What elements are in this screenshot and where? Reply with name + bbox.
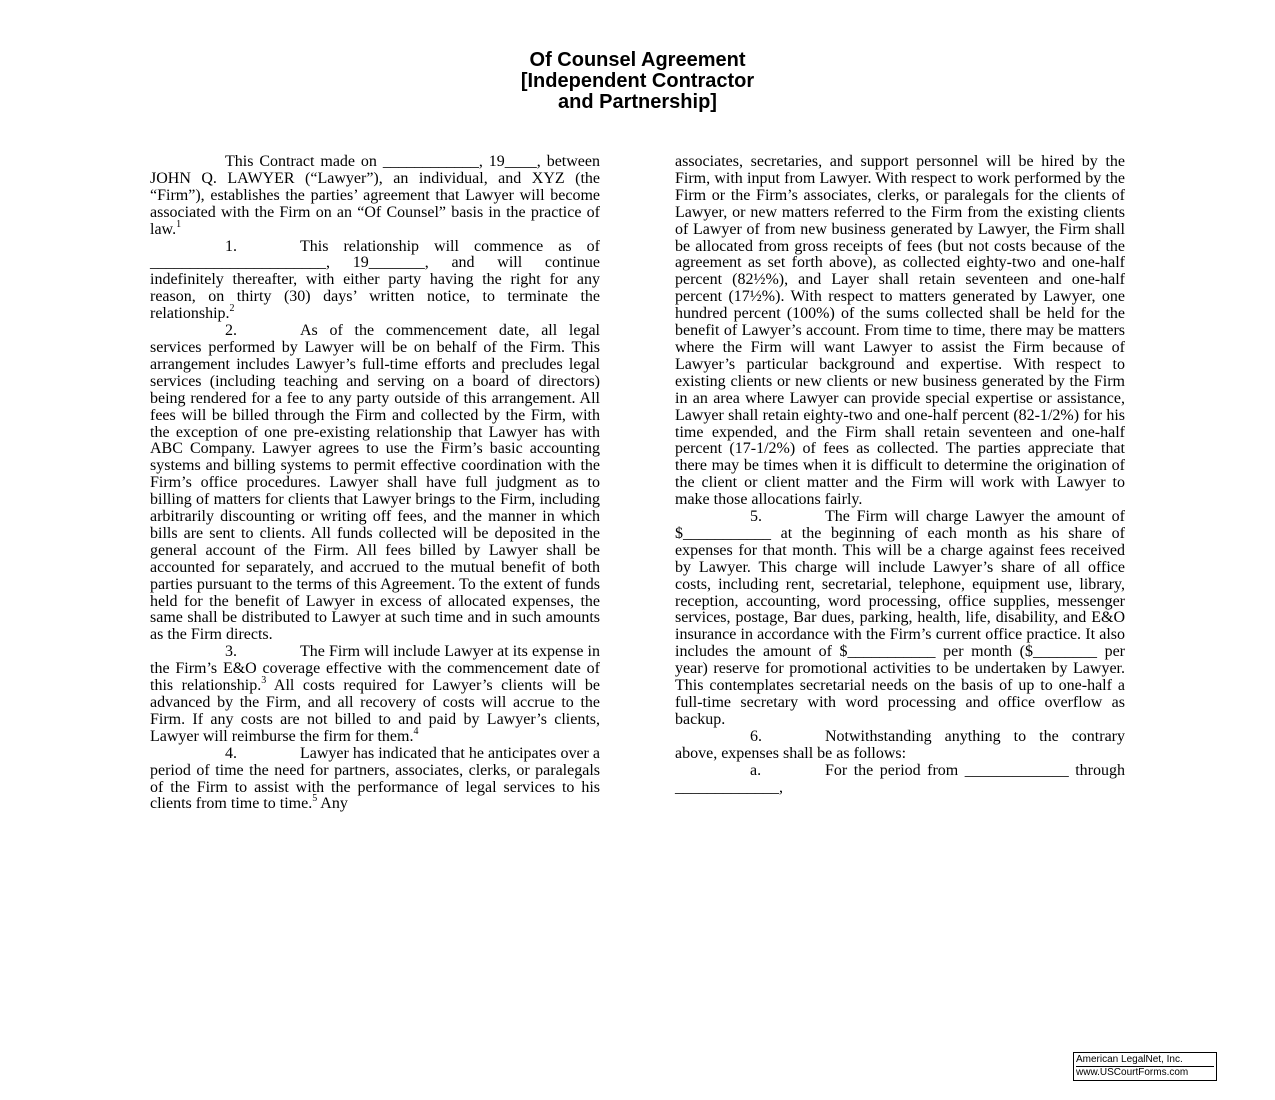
- section-3-text-a: The Firm will include Lawyer at its expense in the Firm’s E&O coverage effective with the commencement date of this relationship.: [150, 643, 600, 695]
- publisher-url[interactable]: www.USCourtForms.com: [1076, 1066, 1214, 1079]
- footnote-ref[interactable]: 4: [413, 725, 419, 737]
- footnote-ref[interactable]: 2: [229, 303, 235, 315]
- subsection-letter: a.: [750, 761, 762, 779]
- section-4: [150, 746, 600, 814]
- section-1-text: This relationship will commence as of ______________________, 19_______, and will continue indefinitely thereafter, with either party having the right for any reason, on thirty (30) days’ written notice, to terminate the relationship.: [150, 237, 600, 323]
- section-3: [150, 644, 600, 745]
- section-2-text: As of the commencement date, all legal services performed by Lawyer will be on behalf of the Firm. This arrangement includes Lawyer’s full-time efforts and precludes legal services (including teaching and serving on a board of directors) being rendered for a fee to any party outside of this arrangement. All fees will be billed through the Firm and collected by the Firm, with the exception of one pre-existing relationship that Lawyer has with ABC Company. Lawyer agrees to use the Firm’s basic accounting systems and billing systems to permit effective coordination with the Firm’s office procedures. Lawyer shall have full judgment as to billing of matters for clients that Lawyer brings to the Firm, including arbitrarily discounting or writing off fees, and the manner in which bills are sent to clients. All funds collected will be deposited in the general account of the Firm. All fees billed by Lawyer shall be accounted for separately, and accrued to the mutual benefit of both parties pursuant to the terms of this Agreement. To the extent of funds held for the benefit of Lawyer in excess of allocated expenses, the same shall be distributed to Lawyer at such time and in such amounts as the Firm directs.: [150, 322, 600, 644]
- publisher-name: American LegalNet, Inc.: [1076, 1054, 1183, 1065]
- title-line-3: and Partnership]: [558, 91, 717, 113]
- section-number: 3.: [225, 643, 237, 661]
- section-4-continued: [675, 154, 1125, 509]
- section-3-text-b: All costs required for Lawyer’s clients will be advanced by the Firm, and all recovery of costs will accrue to the Firm. If any costs are not billed to and paid by Lawyer’s clients, Lawyer will reimburse the firm for them.: [150, 677, 601, 745]
- section-number: 4.: [225, 744, 237, 762]
- section-number: 5.: [750, 508, 762, 526]
- section-2: [150, 323, 600, 644]
- section-1: [150, 239, 600, 324]
- document-title: [0, 50, 1275, 113]
- footnote-ref[interactable]: 3: [261, 675, 267, 687]
- footnote-ref[interactable]: 1: [176, 218, 182, 230]
- section-6-text: Notwithstanding anything to the contrary above, expenses shall be as follows:: [675, 727, 1125, 762]
- section-4-text-b: Any: [317, 795, 348, 813]
- left-column: [150, 154, 600, 813]
- section-6: [675, 729, 1125, 763]
- right-column: [675, 154, 1125, 796]
- title-line-2: [Independent Contractor: [520, 70, 755, 92]
- section-5-text: The Firm will charge Lawyer the amount of $___________ at the beginning of each month as his share of expenses for that month. This will be a charge against fees received by Lawyer. This charge will include Lawyer’s share of all office costs, including rent, secretarial, telephone, equipment use, library, reception, accounting, word processing, office supplies, messenger services, postage, Bar dues, parking, health, life, disability, and E&O insurance in accordance with the Firm’s current office practice. It also includes the amount of $___________ per month ($________ per year) reserve for promotional activities to be undertaken by Lawyer. This contemplates secretarial needs on the basis of up to one-half a full-time secretary with word processing and office overflow as backup.: [675, 508, 1125, 728]
- intro-paragraph: [150, 154, 600, 239]
- section-4-text-a: Lawyer has indicated that he anticipates over a period of time the need for partners, associates, clerks, or paralegals of the Firm to assist with the performance of legal services to his clients from time to time.: [150, 744, 600, 813]
- footnote-ref[interactable]: 5: [312, 793, 318, 805]
- section-6a-text: For the period from _____________ through _____________,: [675, 761, 1125, 796]
- section-5: [675, 509, 1125, 729]
- section-number: 6.: [750, 727, 762, 745]
- publisher-stamp: [1073, 1052, 1217, 1081]
- section-6a: [675, 763, 1125, 797]
- intro-text: This Contract made on ____________, 19____, between JOHN Q. LAWYER (“Lawyer”), an individual, and XYZ (the “Firm”), establishes the parties’ agreement that Lawyer will become associated with the Firm on an “Of Counsel” basis in the practice of law.: [150, 153, 600, 238]
- title-line-1: Of Counsel Agreement: [529, 49, 746, 71]
- section-number: 2.: [225, 322, 237, 340]
- section-4-continued-text: associates, secretaries, and support personnel will be hired by the Firm, with input from Lawyer. With respect to work performed by the Firm or the Firm’s associates, clerks, or paralegals for the clients of Lawyer, or new matters referred to the Firm from the existing clients of Lawyer of from new business generated by Lawyer, the Firm shall be allocated from gross receipts of fees (but not costs because of the agreement as set forth above), as collected eighty-two and one-half percent (82½%), and Layer shall retain seventeen and one-half percent (17½%). With respect to matters generated by Lawyer, one hundred percent (100%) of the sums collected shall be held for the benefit of Lawyer’s account. From time to time, there may be matters where the Firm will want Lawyer to assist the Firm because of Lawyer’s particular background and expertise. With respect to existing clients or new clients or new business generated by the Firm in an area where Lawyer can provide special expertise or assistance, Lawyer shall retain eighty-two and one-half percent (82-1/2%) for his time expended, and the Firm shall retain seventeen and one-half percent (17-1/2%) of fees as collected. The parties appreciate that there may be times when it is difficult to determine the origination of the client or client matter and the Firm will work with Lawyer to make those allocations fairly.: [675, 153, 1125, 509]
- section-number: 1.: [225, 237, 237, 255]
